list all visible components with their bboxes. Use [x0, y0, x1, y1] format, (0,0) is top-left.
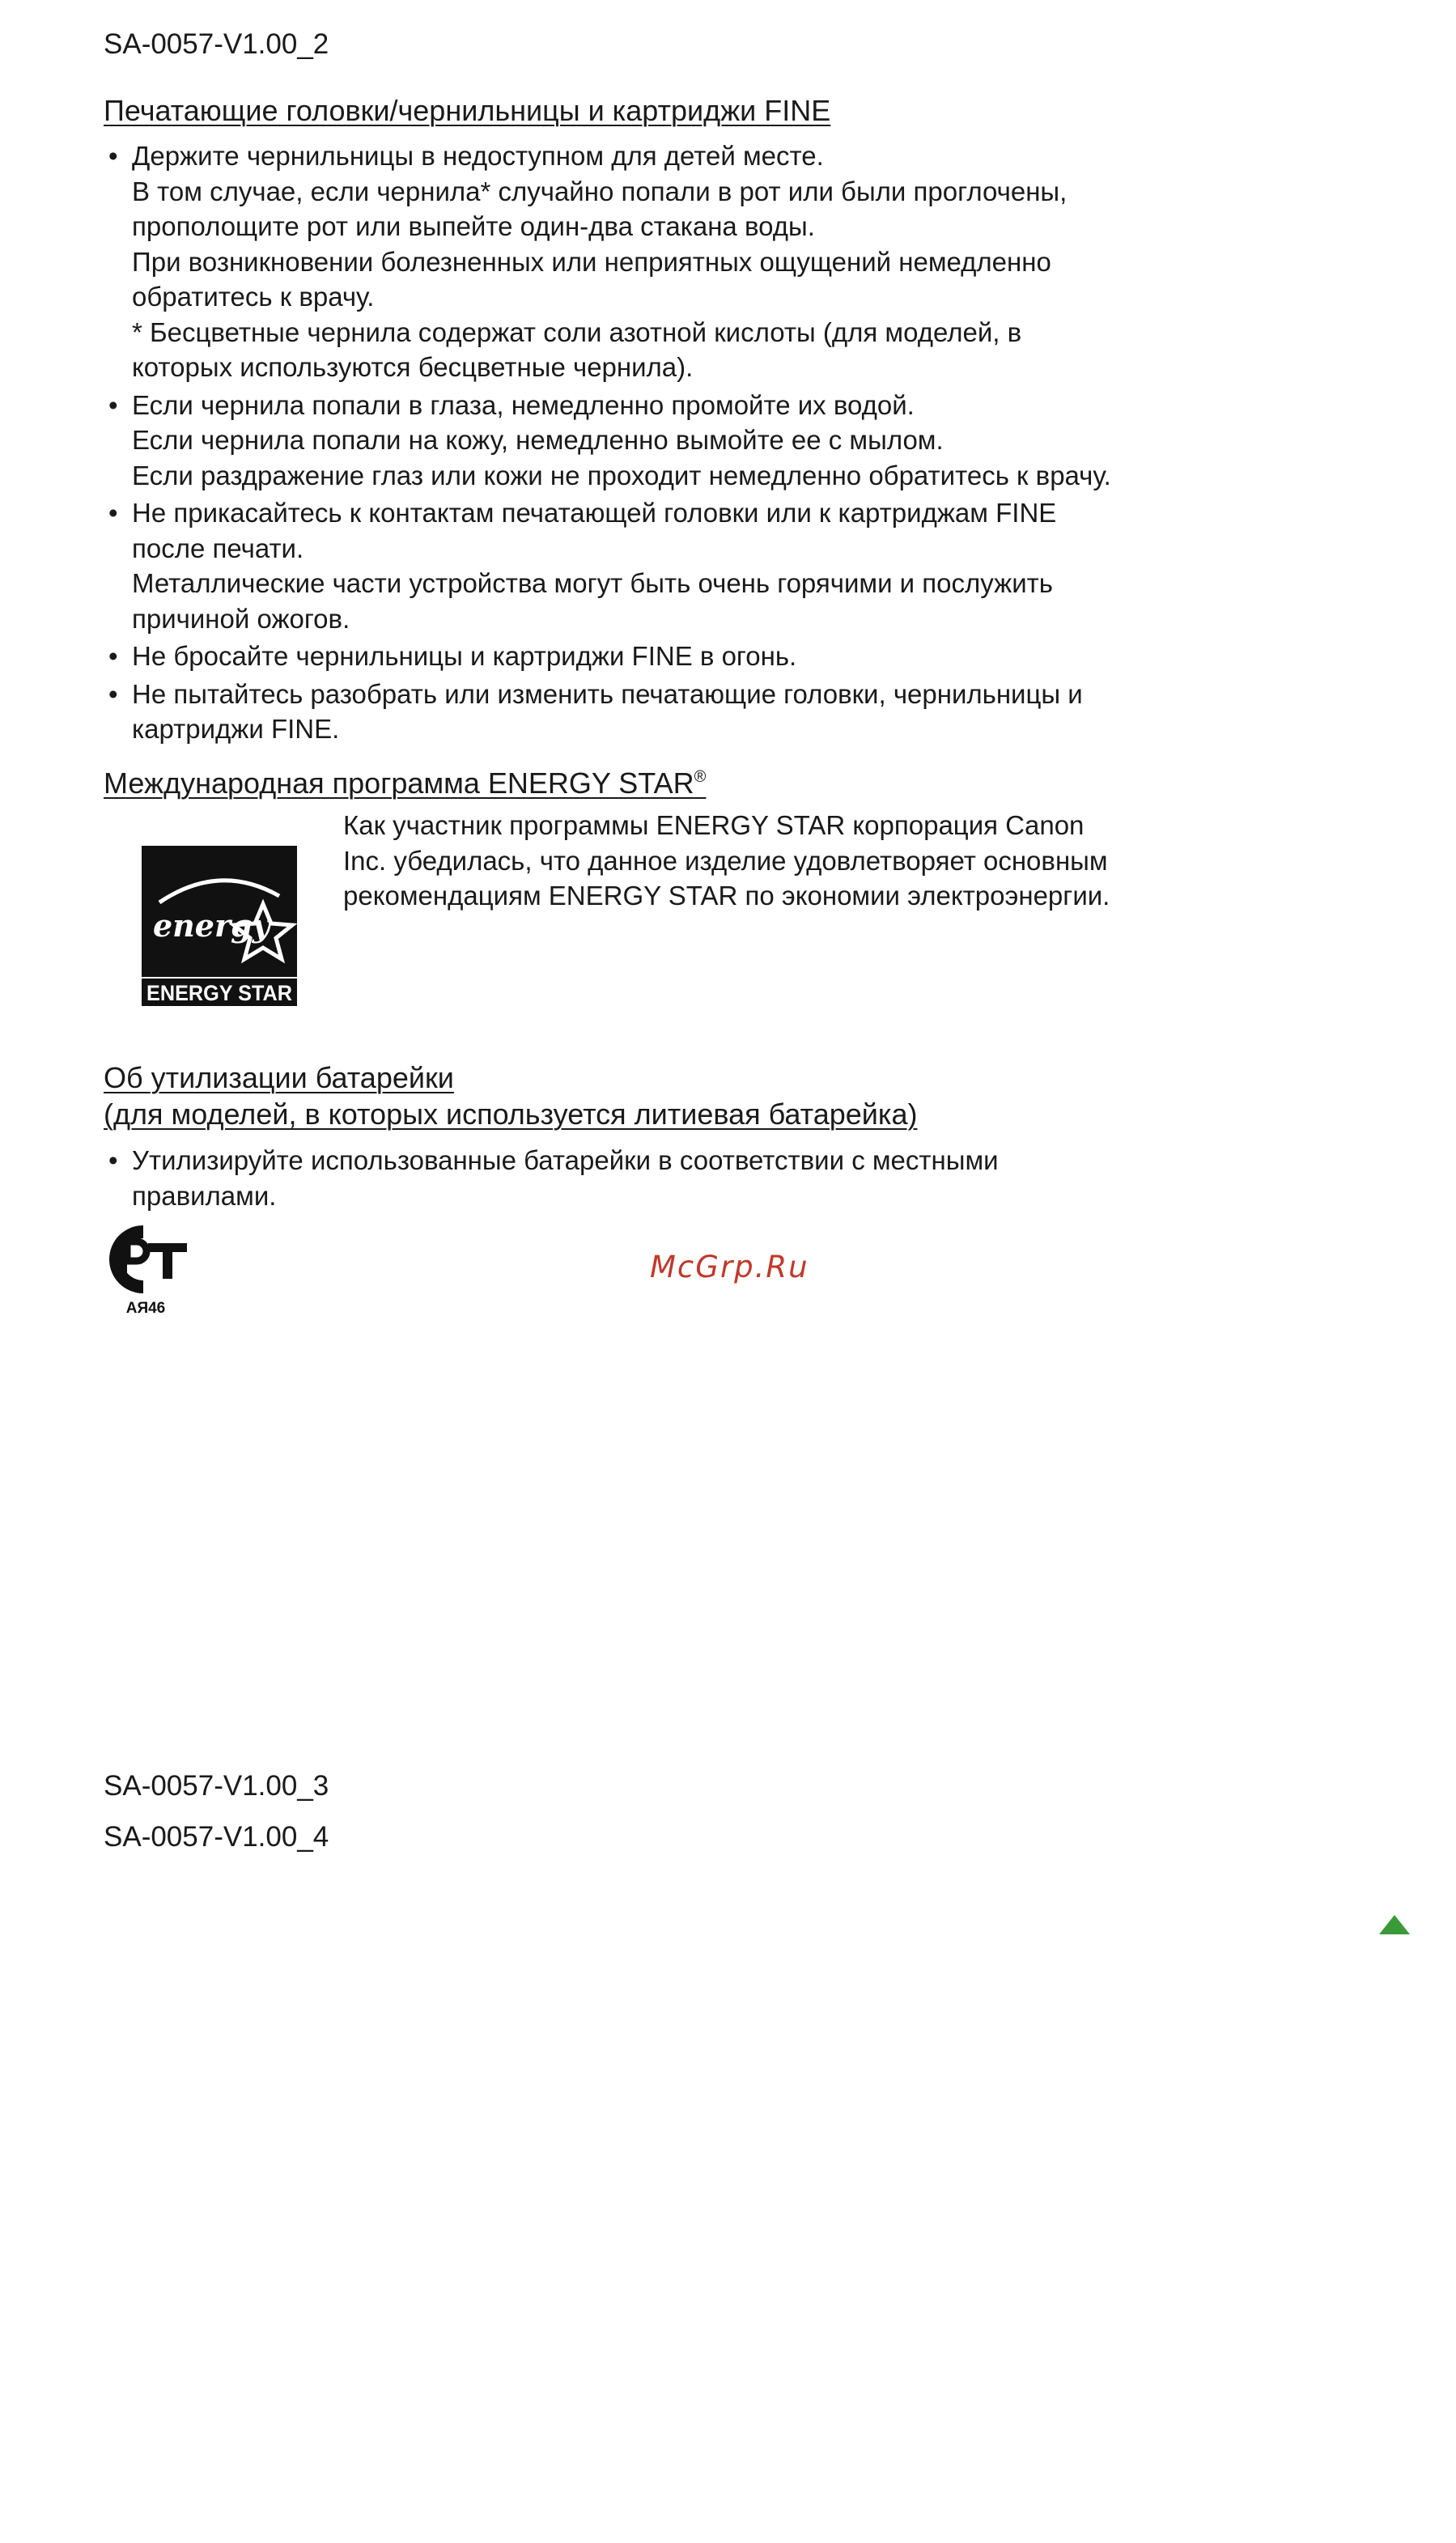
pct-t-stem — [163, 1243, 172, 1279]
triangle-up-icon[interactable] — [1379, 1915, 1410, 1934]
bullet: • — [108, 141, 118, 171]
bullet: • — [108, 1145, 118, 1175]
list-item-line: * Бесцветные чернила содержат соли азотной кислоты (для моделей, в — [132, 316, 1022, 347]
list-item-line: Если раздражение глаз или кожи не проходит немедленно обратитесь к врачу. — [132, 460, 1111, 490]
list-item-line: Утилизируйте использованные батарейки в соответствии с местными — [132, 1145, 999, 1175]
list-item-line: прополощите рот или выпейте один-два стакана воды. — [132, 211, 815, 241]
list-item-line: после печати. — [132, 533, 304, 563]
doc-code-bottom-1: SA-0057-V1.00_3 — [104, 1770, 329, 1802]
list-item-line: Если чернила попали в глаза, немедленно промойте их водой. — [132, 389, 915, 420]
back-to-top-button[interactable] — [1377, 1913, 1411, 1936]
bullet: • — [108, 498, 118, 528]
bullet: • — [108, 389, 118, 420]
list-item — [108, 1143, 1258, 1213]
bullet: • — [108, 641, 118, 671]
doc-code-top: SA-0057-V1.00_2 — [104, 28, 329, 60]
energy-description-line: Inc. убедилась, что данное изделие удовлетворяет основным — [343, 845, 1108, 876]
list-item-line: Держите чернильницы в недоступном для детей месте. — [132, 141, 824, 171]
list-item-line: Если чернила попали на кожу, немедленно вымойте ее с мылом. — [132, 425, 944, 455]
energy-section-title — [104, 759, 706, 801]
energy-star-logo — [142, 846, 297, 1006]
energy-logo-caption: ENERGY STAR — [146, 981, 292, 1005]
list-item — [108, 138, 1258, 385]
list-item-line: Металлические части устройства могут быть очень горячими и послужить — [132, 568, 1053, 598]
pct-p-bowl — [127, 1242, 146, 1261]
energy-title-text: Международная программа ENERGY STAR — [104, 766, 694, 800]
list-item — [108, 388, 1258, 494]
list-item — [108, 495, 1258, 636]
list-item-line: Не бросайте чернильницы и картриджи FINE в огонь. — [132, 641, 797, 671]
list-item — [108, 677, 1258, 747]
list-item-line: правилами. — [132, 1180, 277, 1211]
list-item — [108, 639, 1258, 674]
energy-description-line: Как участник программы ENERGY STAR корпорация Canon — [343, 810, 1085, 840]
doc-code-bottom-2: SA-0057-V1.00_4 — [104, 1821, 329, 1853]
energy-star-logo-divider — [142, 977, 297, 979]
pct-mark-code: АЯ46 — [125, 1300, 166, 1316]
list-item-line: Не пытайтесь разобрать или изменить печатающие головки, чернильницы и — [132, 678, 1083, 709]
ink-section-title: Печатающие головки/чернильницы и картриджи FINE — [104, 94, 831, 127]
battery-section-subtitle: (для моделей, в которых используется литиевая батарейка) — [104, 1097, 918, 1131]
list-item-line: картриджи FINE. — [132, 714, 340, 744]
battery-list — [108, 1143, 1258, 1216]
bullet: • — [108, 678, 118, 709]
list-item-line: которых используются бесцветные чернила). — [132, 352, 694, 382]
pct-certification-mark — [101, 1219, 190, 1316]
list-item-line: обратитесь к врачу. — [132, 282, 375, 312]
energy-description — [343, 808, 1242, 914]
list-item-line: В том случае, если чернила* случайно попали в рот или были проглочены, — [132, 176, 1068, 206]
list-item-line: причиной ожогов. — [132, 603, 350, 634]
list-item-line: Не прикасайтесь к контактам печатающей головки или к картриджам FINE — [132, 498, 1057, 528]
ink-warning-list — [108, 138, 1258, 749]
battery-section-title: Об утилизации батарейки — [104, 1061, 454, 1094]
energy-logo-script: energy — [153, 907, 270, 944]
watermark: McGrp.Ru — [650, 1250, 809, 1284]
list-item-line: При возникновении болезненных или неприятных ощущений немедленно — [132, 246, 1051, 277]
energy-description-line: рекомендациям ENERGY STAR по экономии электроэнергии. — [343, 881, 1110, 911]
registered-mark: ® — [694, 768, 707, 786]
